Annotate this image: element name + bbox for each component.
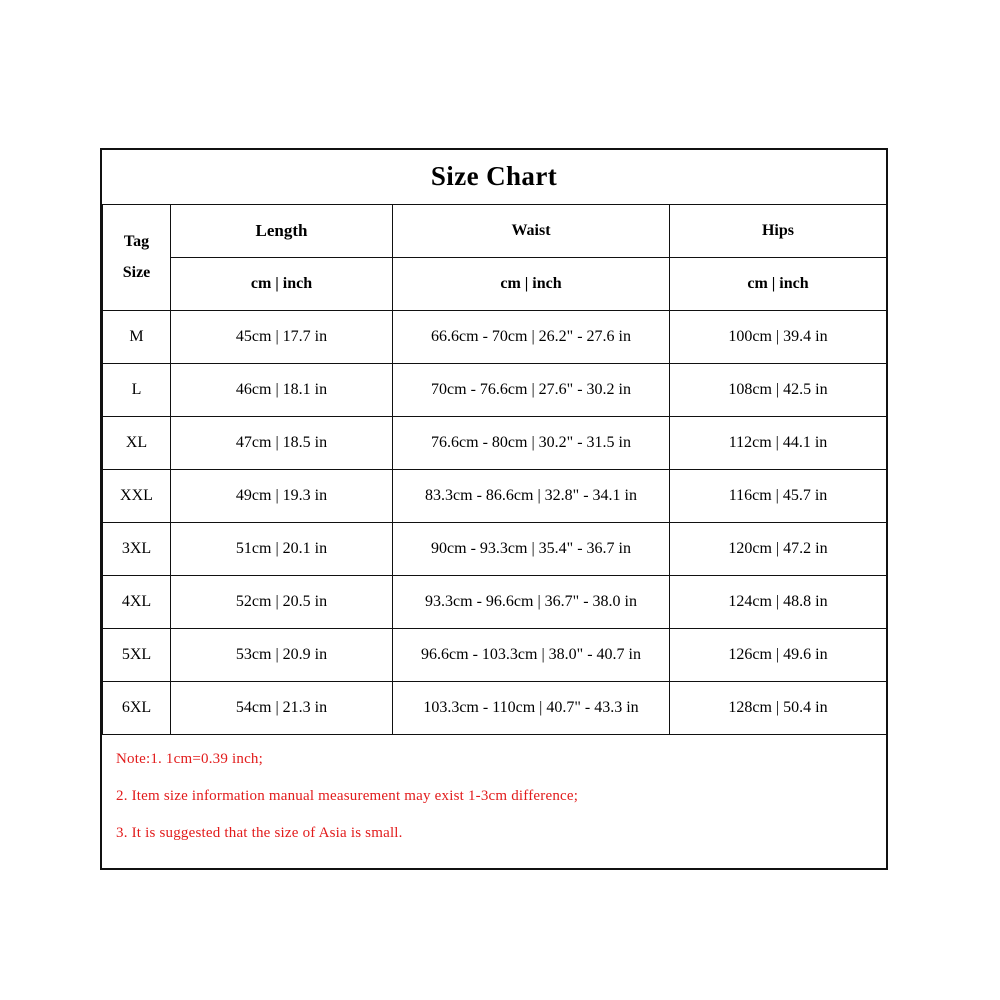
- row-waist: 93.3cm - 96.6cm | 36.7" - 38.0 in: [393, 576, 670, 629]
- row-hips: 120cm | 47.2 in: [670, 523, 887, 576]
- row-waist: 66.6cm - 70cm | 26.2" - 27.6 in: [393, 311, 670, 364]
- units-length: cm | inch: [171, 258, 393, 311]
- header-waist: Waist: [393, 205, 670, 258]
- header-hips: Hips: [670, 205, 887, 258]
- row-hips: 100cm | 39.4 in: [670, 311, 887, 364]
- row-hips: 126cm | 49.6 in: [670, 629, 887, 682]
- header-tag-size: [103, 205, 171, 311]
- row-length: 54cm | 21.3 in: [171, 682, 393, 735]
- note-line-2: 2. Item size information manual measurement may exist 1-3cm difference;: [116, 788, 579, 804]
- row-size: 3XL: [103, 523, 171, 576]
- row-waist: 76.6cm - 80cm | 30.2" - 31.5 in: [393, 417, 670, 470]
- row-length: 47cm | 18.5 in: [171, 417, 393, 470]
- row-hips: 128cm | 50.4 in: [670, 682, 887, 735]
- row-waist: 90cm - 93.3cm | 35.4" - 36.7 in: [393, 523, 670, 576]
- page-title: Size Chart: [430, 161, 558, 191]
- table-row: [103, 470, 887, 523]
- table-row: [103, 364, 887, 417]
- table-row: [103, 576, 887, 629]
- notes-section: [102, 735, 886, 868]
- units-waist: cm | inch: [393, 258, 670, 311]
- size-chart-container: [100, 148, 888, 870]
- table-header-row: [103, 205, 887, 258]
- row-length: 49cm | 19.3 in: [171, 470, 393, 523]
- row-hips: 124cm | 48.8 in: [670, 576, 887, 629]
- header-tag-line1: Tag: [123, 233, 150, 251]
- table-row: [103, 523, 887, 576]
- header-tag-line2: Size: [122, 263, 151, 281]
- row-waist: 103.3cm - 110cm | 40.7" - 43.3 in: [393, 682, 670, 735]
- row-length: 52cm | 20.5 in: [171, 576, 393, 629]
- row-waist: 83.3cm - 86.6cm | 32.8" - 34.1 in: [393, 470, 670, 523]
- row-waist: 70cm - 76.6cm | 27.6" - 30.2 in: [393, 364, 670, 417]
- row-length: 46cm | 18.1 in: [171, 364, 393, 417]
- units-hips: cm | inch: [670, 258, 887, 311]
- table-row: [103, 682, 887, 735]
- header-length: Length: [171, 205, 393, 258]
- note-line-1: Note:1. 1cm=0.39 inch;: [116, 751, 264, 767]
- size-chart-table: [102, 204, 887, 735]
- row-length: 51cm | 20.1 in: [171, 523, 393, 576]
- row-size: M: [103, 311, 171, 364]
- row-waist: 96.6cm - 103.3cm | 38.0" - 40.7 in: [393, 629, 670, 682]
- table-row: [103, 417, 887, 470]
- table-units-row: [103, 258, 887, 311]
- row-size: 6XL: [103, 682, 171, 735]
- row-size: 4XL: [103, 576, 171, 629]
- row-length: 53cm | 20.9 in: [171, 629, 393, 682]
- row-hips: 108cm | 42.5 in: [670, 364, 887, 417]
- row-hips: 112cm | 44.1 in: [670, 417, 887, 470]
- note-line-3: 3. It is suggested that the size of Asia is small.: [116, 825, 403, 841]
- row-size: XL: [103, 417, 171, 470]
- row-size: 5XL: [103, 629, 171, 682]
- row-length: 45cm | 17.7 in: [171, 311, 393, 364]
- row-size: XXL: [103, 470, 171, 523]
- table-row: [103, 629, 887, 682]
- row-size: L: [103, 364, 171, 417]
- row-hips: 116cm | 45.7 in: [670, 470, 887, 523]
- table-row: [103, 311, 887, 364]
